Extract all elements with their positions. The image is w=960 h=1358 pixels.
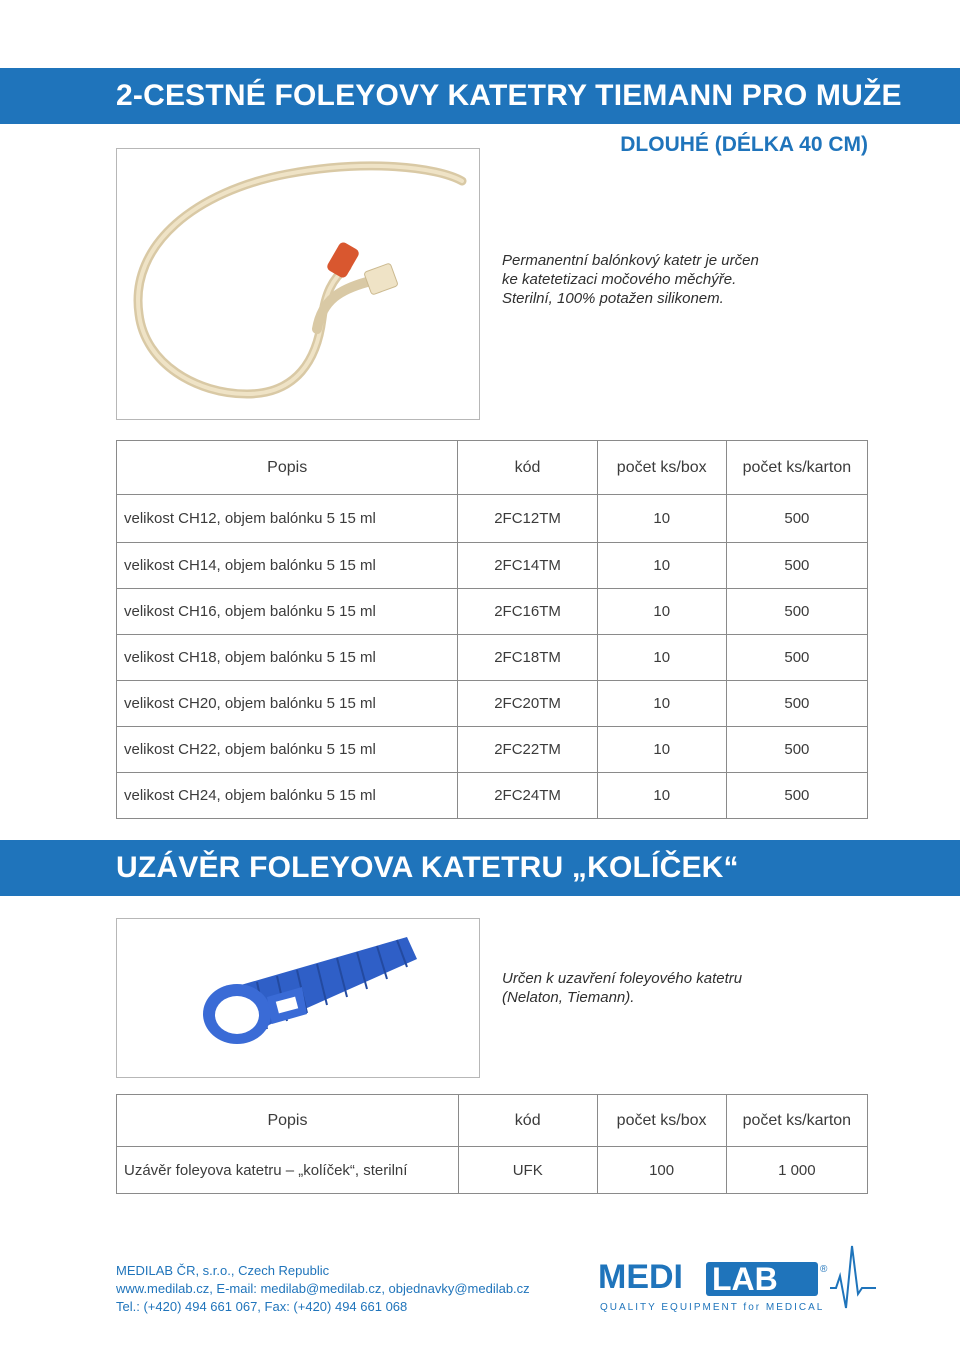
cell-kod: 2FC12TM (458, 495, 597, 543)
cell-box: 10 (597, 773, 726, 819)
cell-popis: velikost CH14, objem balónku 5 15 ml (117, 543, 458, 589)
cell-karton: 500 (726, 543, 867, 589)
clamp-table (116, 1094, 868, 1194)
header-box: počet ks/box (597, 441, 726, 495)
section-title: UZÁVĚR FOLEYOVA KATETRU „KOLÍČEK“ (116, 851, 739, 884)
logo-graphic (598, 1238, 878, 1318)
cell-karton: 500 (726, 727, 867, 773)
cell-popis: Uzávěr foleyova katetru – „kolíček“, sterilní (117, 1147, 459, 1194)
footer-company: MEDILAB ČR, s.r.o., Czech Republic (116, 1263, 330, 1278)
header-karton: počet ks/karton (726, 1095, 867, 1147)
cell-karton: 500 (726, 773, 867, 819)
page-subtitle: DLOUHÉ (DÉLKA 40 CM) (620, 133, 868, 156)
catheter-description (502, 251, 802, 308)
logo-tagline: QUALITY EQUIPMENT for MEDICAL (600, 1302, 825, 1313)
table-header-row (117, 1095, 868, 1147)
cell-kod: 2FC16TM (458, 589, 597, 635)
page-title: 2-CESTNÉ FOLEYOVY KATETRY TIEMANN PRO MUŽE (116, 79, 902, 112)
description-line: Určen k uzavření foleyového katetru (502, 970, 743, 987)
cell-karton: 500 (726, 635, 867, 681)
table-row (117, 589, 868, 635)
cell-popis: velikost CH20, objem balónku 5 15 ml (117, 681, 458, 727)
table-row (117, 635, 868, 681)
cell-box: 10 (597, 543, 726, 589)
cell-kod: 2FC14TM (458, 543, 597, 589)
cell-kod: 2FC22TM (458, 727, 597, 773)
logo-medi: MEDI (598, 1258, 683, 1296)
description-line: ke katetetizaci močového měchýře. (502, 271, 737, 288)
catheter-illustration (117, 149, 479, 419)
cell-popis: velikost CH22, objem balónku 5 15 ml (117, 727, 458, 773)
header-karton: počet ks/karton (726, 441, 867, 495)
cell-kod: UFK (458, 1147, 597, 1194)
table-header-row (117, 441, 868, 495)
cell-box: 10 (597, 589, 726, 635)
cell-karton: 500 (726, 495, 867, 543)
table-row (117, 681, 868, 727)
cell-box: 10 (597, 727, 726, 773)
cell-box: 100 (597, 1147, 726, 1194)
header-popis: Popis (117, 1095, 459, 1147)
table-row (117, 773, 868, 819)
clamp-description (502, 969, 802, 1007)
description-line: (Nelaton, Tiemann). (502, 989, 635, 1006)
cell-karton: 500 (726, 681, 867, 727)
cell-popis: velikost CH12, objem balónku 5 15 ml (117, 495, 458, 543)
cell-popis: velikost CH24, objem balónku 5 15 ml (117, 773, 458, 819)
header-popis: Popis (117, 441, 458, 495)
cell-kod: 2FC18TM (458, 635, 597, 681)
ecg-icon (830, 1246, 876, 1308)
cell-kod: 2FC20TM (458, 681, 597, 727)
cell-box: 10 (597, 495, 726, 543)
cell-box: 10 (597, 681, 726, 727)
medilab-logo (598, 1238, 878, 1318)
header-band (0, 68, 960, 124)
table-row (117, 1147, 868, 1194)
footer-phone: Tel.: (+420) 494 661 067, Fax: (+420) 494 661 068 (116, 1299, 408, 1314)
footer-contact (116, 1262, 530, 1316)
description-line: Sterilní, 100% potažen silikonem. (502, 290, 724, 307)
clamp-illustration (117, 919, 479, 1077)
logo-lab: LAB (712, 1261, 778, 1297)
table-row (117, 543, 868, 589)
cell-box: 10 (597, 635, 726, 681)
header-kod: kód (458, 1095, 597, 1147)
table-row (117, 495, 868, 543)
table-row (117, 727, 868, 773)
cell-popis: velikost CH18, objem balónku 5 15 ml (117, 635, 458, 681)
section-band (0, 840, 960, 896)
header-kod: kód (458, 441, 597, 495)
footer-web-email[interactable]: www.medilab.cz, E-mail: medilab@medilab.cz, objednavky@medilab.cz (116, 1281, 530, 1296)
description-line: Permanentní balónkový katetr je určen (502, 252, 759, 269)
cell-popis: velikost CH16, objem balónku 5 15 ml (117, 589, 458, 635)
cell-karton: 1 000 (726, 1147, 867, 1194)
catheter-table (116, 440, 868, 819)
header-box: počet ks/box (597, 1095, 726, 1147)
catheter-image (116, 148, 480, 420)
cell-kod: 2FC24TM (458, 773, 597, 819)
logo-registered: ® (820, 1264, 828, 1275)
clamp-image (116, 918, 480, 1078)
cell-karton: 500 (726, 589, 867, 635)
